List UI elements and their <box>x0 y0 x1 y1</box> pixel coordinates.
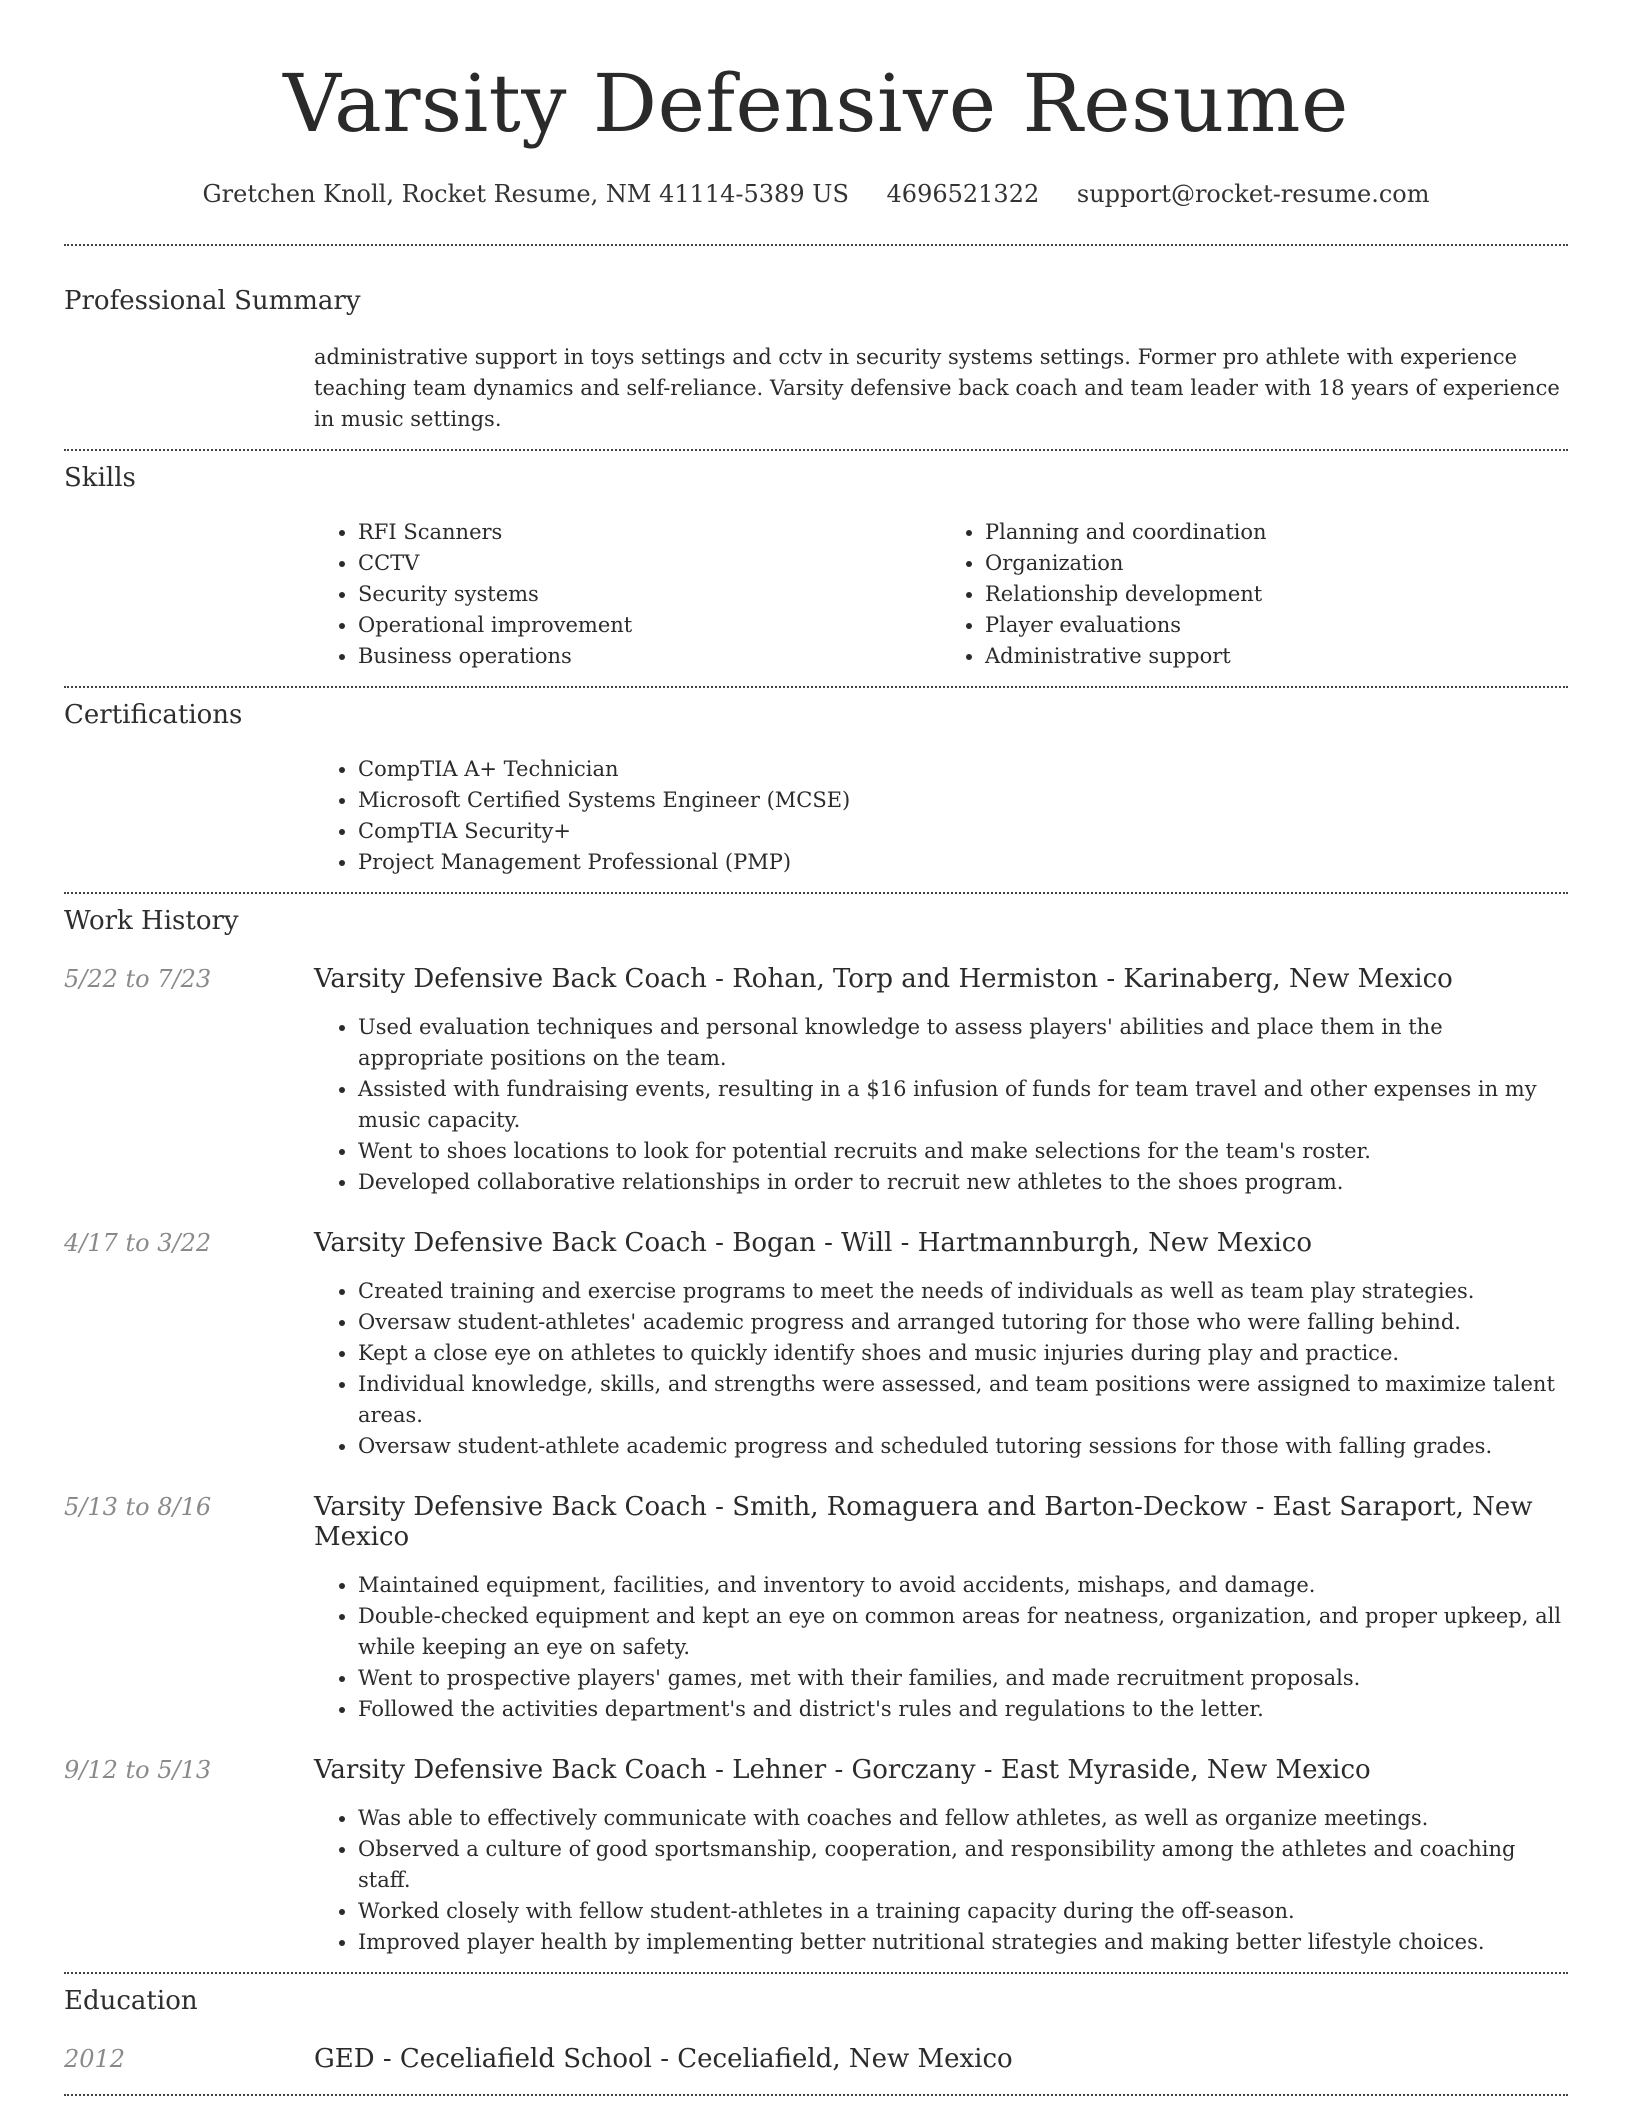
certification-item: • Microsoft Certified Systems Engineer (MCSE) <box>358 785 1568 816</box>
skill-item: • Player evaluations <box>985 610 1568 641</box>
education-details: GED - Ceceliafield School - Ceceliafield, New Mexico <box>314 2044 1013 2074</box>
skill-item: • RFI Scanners <box>358 517 941 548</box>
skill-item: • Security systems <box>358 579 941 610</box>
job-bullet: • Used evaluation techniques and personal knowledge to assess players' abilities and place them in the appropriate positions on the team. <box>358 1012 1568 1074</box>
job-entry <box>64 1492 1568 1725</box>
job-title: Varsity Defensive Back Coach - Lehner - Gorczany - East Myraside, New Mexico <box>314 1755 1371 1785</box>
job-bullet: • Kept a close eye on athletes to quickly identify shoes and music injuries during play and practice. <box>358 1338 1568 1369</box>
job-bullet: • Was able to effectively communicate with coaches and fellow athletes, as well as organize meetings. <box>358 1803 1568 1834</box>
job-bullet-list <box>314 1570 1568 1725</box>
job-dates: 4/17 to 3/22 <box>64 1229 212 1257</box>
contact-line <box>64 180 1568 208</box>
job-bullet: • Went to prospective players' games, met with their families, and made recruitment proposals. <box>358 1663 1568 1694</box>
job-bullet: • Assisted with fundraising events, resulting in a $16 infusion of funds for team travel and other expenses in my music capacity. <box>358 1074 1568 1136</box>
job-bullet: • Followed the activities department's and district's rules and regulations to the letter. <box>358 1694 1568 1725</box>
job-bullet: • Individual knowledge, skills, and strengths were assessed, and team positions were assigned to maximize talent areas. <box>358 1369 1568 1431</box>
job-header <box>64 964 1568 994</box>
contact-address: Gretchen Knoll, Rocket Resume, NM 41114-5389 US <box>202 180 849 208</box>
job-bullet: • Maintained equipment, facilities, and inventory to avoid accidents, mishaps, and damage. <box>358 1570 1568 1601</box>
job-dates: 5/22 to 7/23 <box>64 965 212 993</box>
certification-item: • CompTIA A+ Technician <box>358 754 1568 785</box>
job-header <box>64 1492 1568 1552</box>
job-bullet: • Oversaw student-athletes' academic progress and arranged tutoring for those who were falling behind. <box>358 1307 1568 1338</box>
job-bullet: • Double-checked equipment and kept an eye on common areas for neatness, organization, and proper upkeep, all while keeping an eye on safety. <box>358 1601 1568 1663</box>
certifications-list <box>314 754 1568 878</box>
job-bullet-list <box>314 1276 1568 1462</box>
job-bullet: • Oversaw student-athlete academic progress and scheduled tutoring sessions for those with falling grades. <box>358 1431 1568 1462</box>
job-title: Varsity Defensive Back Coach - Bogan - Will - Hartmannburgh, New Mexico <box>314 1228 1313 1258</box>
job-bullets <box>314 1803 1568 1958</box>
summary-text: administrative support in toys settings and cctv in security systems settings. Former pro athlete with experience teaching team dynamics and self-reliance. Varsity defensive back coach and team leader with 18 years of experience in music settings. <box>314 345 1560 431</box>
skills-list-left <box>314 517 941 672</box>
work-history-heading: Work History <box>64 906 239 936</box>
divider <box>64 2094 1568 2096</box>
job-entry <box>64 1755 1568 1958</box>
summary-section <box>64 246 1568 435</box>
job-bullet: • Developed collaborative relationships in order to recruit new athletes to the shoes program. <box>358 1167 1568 1198</box>
job-dates: 9/12 to 5/13 <box>64 1756 212 1784</box>
skill-item: • Operational improvement <box>358 610 941 641</box>
certifications-section <box>64 688 1568 878</box>
work-history-section <box>64 894 1568 1958</box>
job-entry <box>64 1228 1568 1462</box>
skill-item: • Business operations <box>358 641 941 672</box>
skills-list-right <box>941 517 1568 672</box>
job-bullet: • Went to shoes locations to look for potential recruits and make selections for the team's roster. <box>358 1136 1568 1167</box>
skills-grid <box>314 517 1568 672</box>
skill-item: • Administrative support <box>985 641 1568 672</box>
certifications-heading: Certifications <box>64 700 243 730</box>
education-section <box>64 1974 1568 2074</box>
skills-section <box>64 451 1568 672</box>
certification-item: • CompTIA Security+ <box>358 816 1568 847</box>
job-bullets <box>314 1012 1568 1198</box>
job-bullet: • Observed a culture of good sportsmanship, cooperation, and responsibility among the athletes and coaching staff. <box>358 1834 1568 1896</box>
skill-item: • Planning and coordination <box>985 517 1568 548</box>
job-bullets <box>314 1276 1568 1462</box>
certifications-body <box>314 754 1568 878</box>
job-bullet: • Created training and exercise programs to meet the needs of individuals as well as team play strategies. <box>358 1276 1568 1307</box>
job-bullet-list <box>314 1012 1568 1198</box>
summary-heading: Professional Summary <box>64 286 361 316</box>
job-bullet: • Improved player health by implementing better nutritional strategies and making better lifestyle choices. <box>358 1927 1568 1958</box>
skill-item: • Organization <box>985 548 1568 579</box>
job-bullet: • Worked closely with fellow student-athletes in a training capacity during the off-season. <box>358 1896 1568 1927</box>
job-title: Varsity Defensive Back Coach - Rohan, Torp and Hermiston - Karinaberg, New Mexico <box>314 964 1453 994</box>
job-header <box>64 1228 1568 1258</box>
job-title: Varsity Defensive Back Coach - Smith, Romaguera and Barton-Deckow - East Saraport, New Mexico <box>314 1492 1533 1552</box>
job-header <box>64 1755 1568 1785</box>
resume-title: Varsity Defensive Resume <box>283 57 1349 150</box>
job-entry <box>64 964 1568 1198</box>
contact-email: support@rocket-resume.com <box>1076 180 1430 208</box>
certification-item: • Project Management Professional (PMP) <box>358 847 1568 878</box>
skill-item: • Relationship development <box>985 579 1568 610</box>
job-bullets <box>314 1570 1568 1725</box>
job-bullet-list <box>314 1803 1568 1958</box>
skill-item: • CCTV <box>358 548 941 579</box>
education-heading: Education <box>64 1986 198 2016</box>
skills-heading: Skills <box>64 463 136 493</box>
contact-phone: 4696521322 <box>886 180 1040 208</box>
job-dates: 5/13 to 8/16 <box>64 1493 212 1521</box>
education-year: 2012 <box>64 2045 126 2073</box>
education-entry <box>64 2044 1568 2074</box>
